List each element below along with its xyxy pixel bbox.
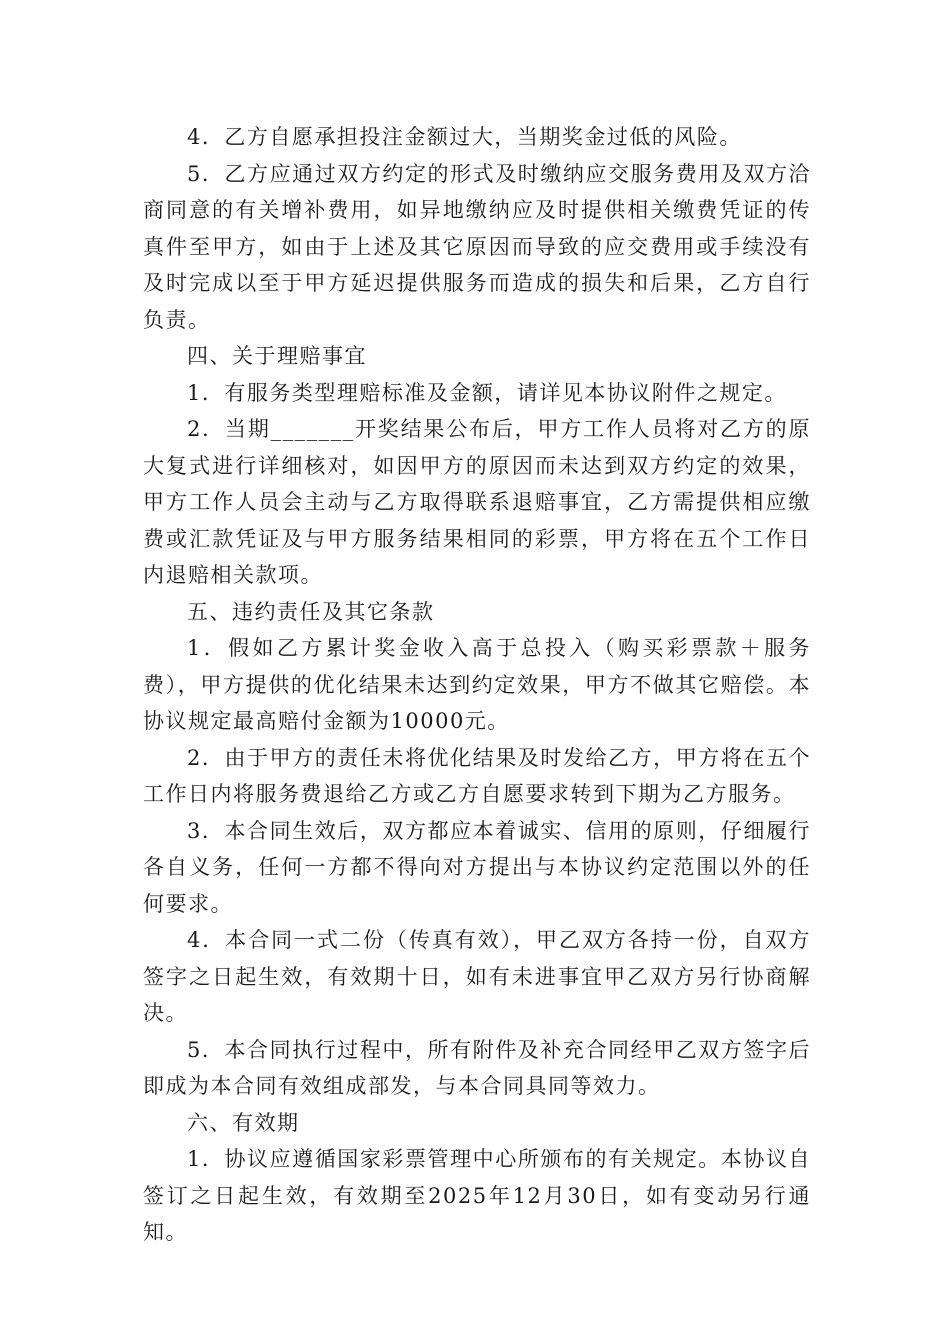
paragraph-refund-clause: 2．由于甲方的责任未将优化结果及时发给乙方，甲方将在五个工作日内将服务费退给乙方或乙方自愿要求转到下期为乙方服务。 [143, 745, 811, 806]
paragraph-fee-payment-clause: 5．乙方应通过双方约定的形式及时缴纳应交服务费用及双方洽商同意的有关增补费用，如异地缴纳应及时提供相关缴费凭证的传真件至甲方，如由于上述及其它原因而导致的应交费用或手续没有及时完成以至于甲方延迟提供服务而造成的损失和后果，乙方自行负责。 [143, 161, 811, 332]
section-heading-claims: 四、关于理赔事宜 [187, 344, 367, 368]
paragraph-claims-verification: 2．当期_______开奖结果公布后，甲方工作人员将对乙方的原大复式进行详细核对，如因甲方的原因而未达到双方约定的效果，甲方工作人员会主动与乙方取得联系退赔事宜，乙方需提供相应缴费或汇款凭证及与甲方服务结果相同的彩票，甲方将在五个工作日内退赔相关款项。 [143, 417, 811, 587]
paragraph-validity-term: 1．协议应遵循国家彩票管理中心所颁布的有关规定。本协议自签订之日起生效，有效期至2025年12月30日，如有变动另行通知。 [143, 1147, 811, 1244]
paragraph-claims-standard: 1．有服务类型理赔标准及金额，请详见本协议附件之规定。 [187, 380, 787, 405]
paragraph-attachments-clause: 5．本合同执行过程中，所有附件及补充合同经甲乙双方签字后即成为本合同有效组成部发，与本合同具同等效力。 [143, 1037, 811, 1098]
paragraph-good-faith-clause: 3．本合同生效后，双方都应本着诚实、信用的原则，仔细履行各自义务，任何一方都不得向对方提出与本协议约定范围以外的任何要求。 [143, 818, 811, 916]
document-body [143, 119, 811, 1251]
section-heading-validity: 六、有效期 [187, 1110, 300, 1135]
paragraph-copies-clause: 4．本合同一式二份（传真有效），甲乙双方各持一份，自双方签字之日起生效，有效期十日，如有未进事宜甲乙双方另行协商解决。 [143, 928, 811, 1025]
paragraph-risk-clause: 4．乙方自愿承担投注金额过大，当期奖金过低的风险。 [187, 125, 742, 149]
section-heading-liability: 五、违约责任及其它条款 [187, 599, 435, 624]
paragraph-max-compensation: 1．假如乙方累计奖金收入高于总投入（购买彩票款＋服务费），甲方提供的优化结果未达到约定效果，甲方不做其它赔偿。本协议规定最高赔付金额为10000元。 [143, 636, 811, 733]
